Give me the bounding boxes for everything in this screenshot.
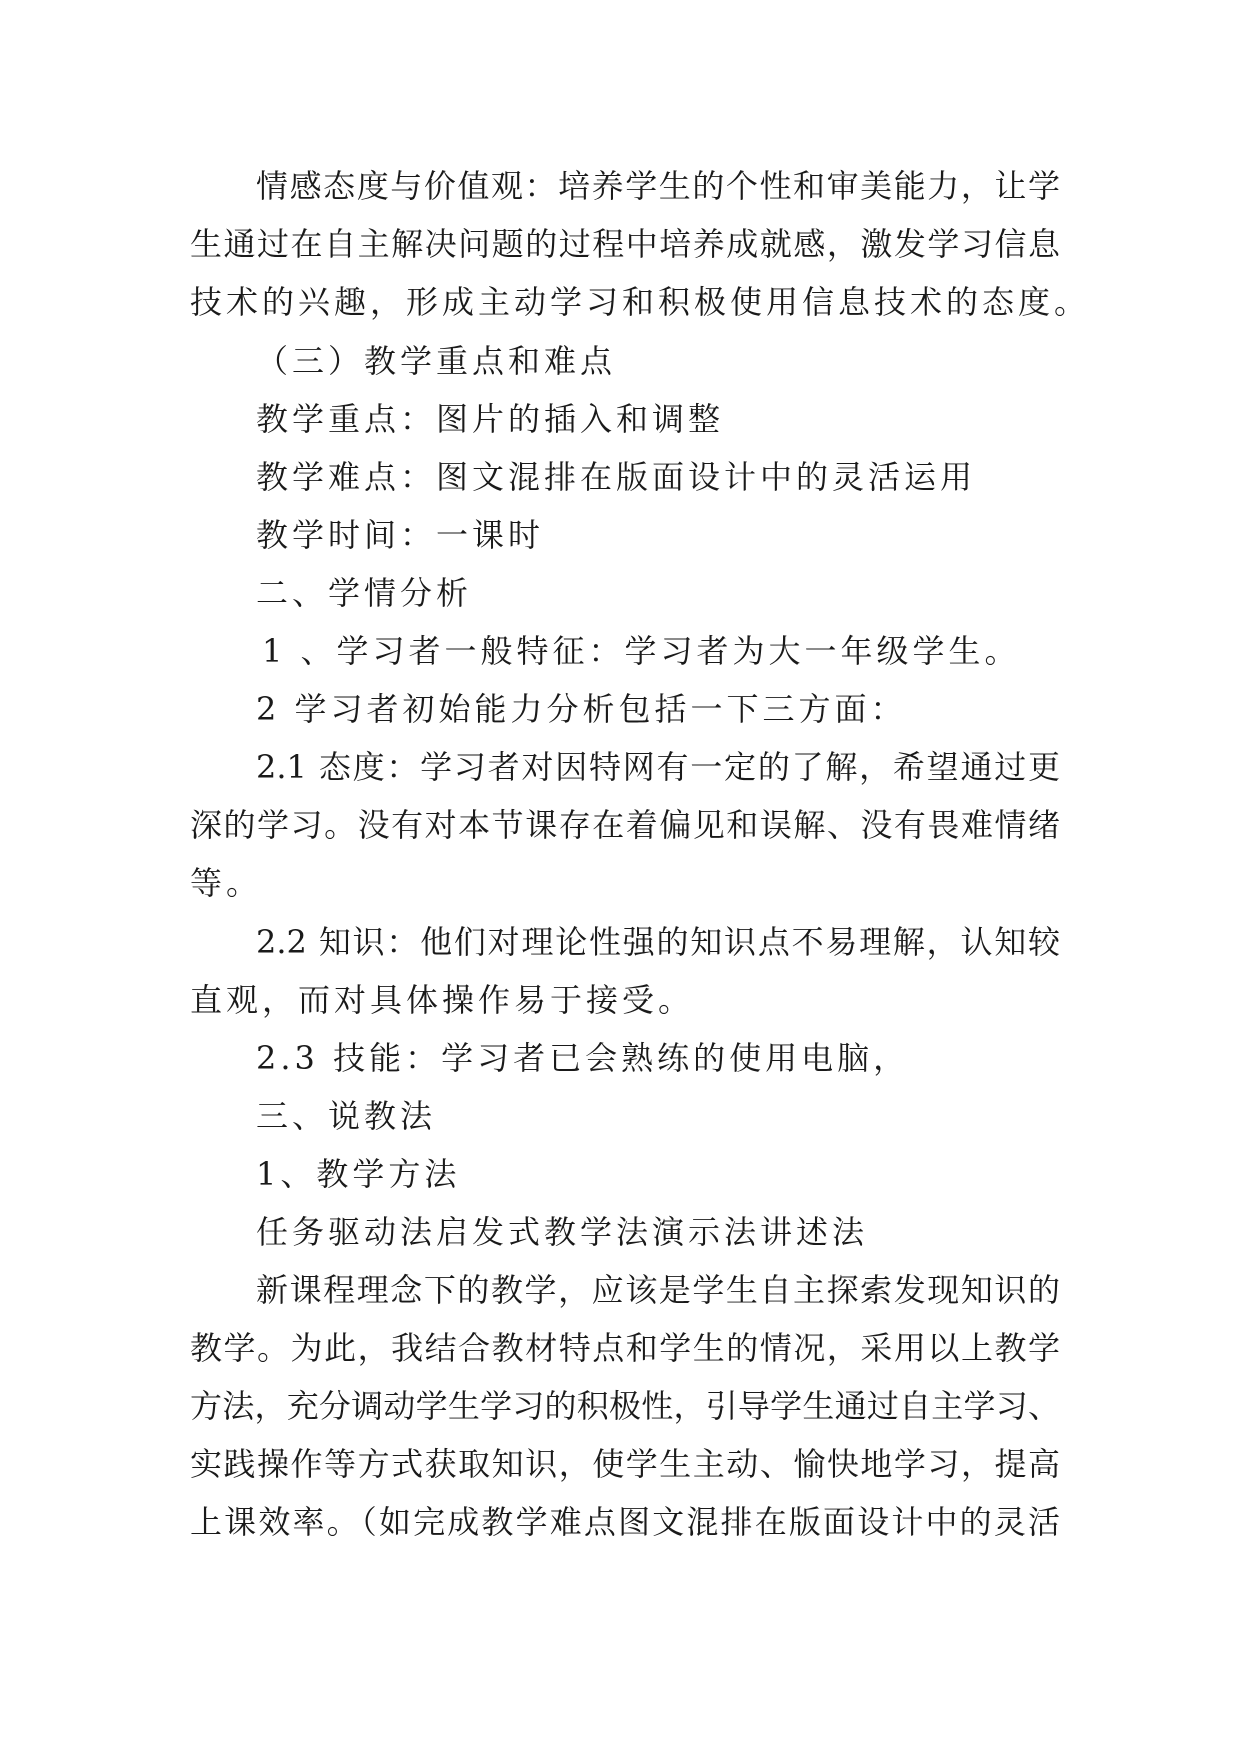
paragraph-line: 2.3 技能：学习者已会熟练的使用电脑， <box>256 1039 910 1077</box>
section-heading: 1、教学方法 <box>256 1155 461 1193</box>
paragraph-line: 教学难点：图文混排在版面设计中的灵活运用 <box>256 458 977 496</box>
section-heading: 二、学情分析 <box>256 574 473 612</box>
section-heading: （三）教学重点和难点 <box>256 342 617 380</box>
paragraph-line: 教学时间：一课时 <box>256 516 545 554</box>
paragraph-line: 技术的兴趣，形成主动学习和积极使用信息技术的态度。 <box>190 283 1091 321</box>
paragraph-line: 直观，而对具体操作易于接受。 <box>190 981 695 1019</box>
paragraph-line: 2.1 态度：学习者对因特网有一定的了解，希望通过更 <box>256 748 1060 786</box>
paragraph-line: 1 、学习者一般特征：学习者为大一年级学生。 <box>262 632 1021 670</box>
paragraph-line: 实践操作等方式获取知识，使学生主动、愉快地学习，提高 <box>190 1445 1060 1483</box>
paragraph-line: 2.2 知识：他们对理论性强的知识点不易理解，认知较 <box>256 923 1060 961</box>
paragraph-line: 2 学习者初始能力分析包括一下三方面： <box>256 690 907 728</box>
paragraph-line: 任务驱动法启发式教学法演示法讲述法 <box>256 1213 869 1251</box>
paragraph-line: 情感态度与价值观：培养学生的个性和审美能力，让学 <box>256 167 1060 205</box>
section-heading: 三、说教法 <box>256 1097 437 1135</box>
paragraph-line: 生通过在自主解决问题的过程中培养成就感，激发学习信息 <box>190 225 1060 263</box>
paragraph-line: 新课程理念下的教学，应该是学生自主探索发现知识的 <box>256 1271 1060 1309</box>
paragraph-line: 上课效率。（如完成教学难点图文混排在版面设计中的灵活 <box>190 1503 1060 1541</box>
paragraph-line: 方法，充分调动学生学习的积极性，引导学生通过自主学习、 <box>190 1387 1060 1425</box>
paragraph-line: 等。 <box>190 864 263 902</box>
paragraph-line: 教学。为此，我结合教材特点和学生的情况，采用以上教学 <box>190 1329 1060 1367</box>
paragraph-line: 深的学习。没有对本节课存在着偏见和误解、没有畏难情绪 <box>190 806 1060 844</box>
paragraph-line: 教学重点：图片的插入和调整 <box>256 400 725 438</box>
